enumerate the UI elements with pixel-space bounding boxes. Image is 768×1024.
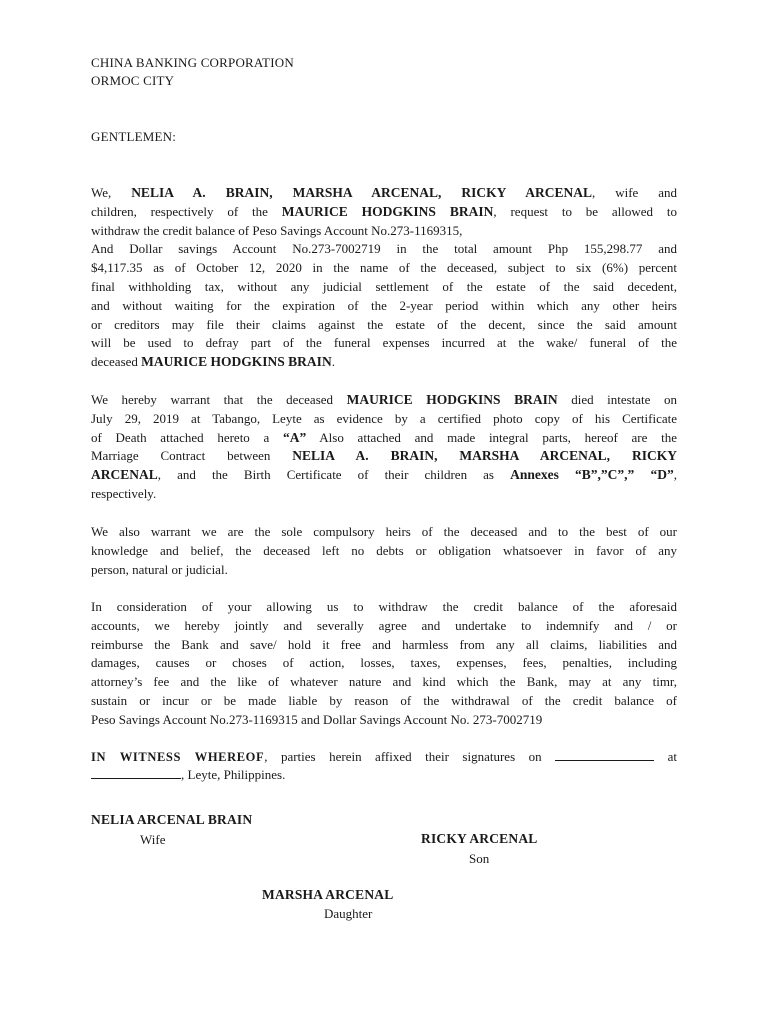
signatory-role-daughter: Daughter (324, 906, 373, 921)
paragraph-warrant-death (91, 391, 677, 504)
date-blank (555, 748, 654, 761)
para1-line: children, respectively of the MAURICE HODGKINS BRAIN, request to be allowed to (91, 203, 677, 219)
para3-line: person, natural or judicial. (91, 561, 228, 577)
para2-line: respectively. (91, 485, 157, 501)
signatory-name-wife: NELIA ARCENAL BRAIN (91, 812, 253, 827)
para1-line: withdraw the credit balance of Peso Savings Account No.273-1169315, (91, 222, 463, 238)
salutation: GENTLEMEN: (91, 129, 177, 144)
para1-line: final withholding tax, without any judicial settlement of the estate of the said decedent, (91, 278, 677, 294)
addressee-city: ORMOC CITY (91, 73, 175, 88)
para3-line: knowledge and belief, the deceased left no debts or obligation whatsoever in favor of any (91, 542, 677, 558)
para4-line: reimburse the Bank and save/ hold it free and harmless from any all claims, liabilities and (91, 636, 677, 652)
para2-line: of Death attached hereto a “A” Also attached and made integral parts, hereof are the (91, 429, 677, 445)
signatory-role-son: Son (469, 851, 490, 866)
para1-line: and without waiting for the expiration of the 2-year period within which any other heirs (91, 297, 677, 313)
para4-line: damages, causes or choses of action, losses, taxes, expenses, fees, penalties, including (91, 655, 677, 671)
para1-line: $4,117.35 as of October 12, 2020 in the name of the deceased, subject to six (6%) percent (91, 260, 677, 276)
witness-line: IN WITNESS WHEREOF, parties herein affixed their signatures on at (91, 749, 677, 764)
witness-line: , Leyte, Philippines. (91, 766, 677, 783)
para3-line: We also warrant we are the sole compulsory heirs of the deceased and to the best of our (91, 524, 677, 539)
para1-line: We, NELIA A. BRAIN, MARSHA ARCENAL, RICKY ARCENAL, wife and (91, 185, 677, 200)
deceased-name: MAURICE HODGKINS BRAIN (281, 203, 494, 219)
annex-a: “A” (283, 429, 307, 445)
para4-line: In consideration of your allowing us to withdraw the credit balance of the aforesaid (91, 599, 677, 614)
para2-line: July 29, 2019 at Tabango, Leyte as evidence by a certified photo copy of his Certificate (91, 410, 677, 426)
para1-line: or creditors may file their claims against the estate of the decent, since the said amount (91, 316, 677, 332)
para2-line: Marriage Contract between NELIA A. BRAIN, MARSHA ARCENAL, RICKY (91, 448, 677, 464)
paragraph-request (91, 184, 677, 372)
place-blank (91, 766, 181, 779)
para1-line: will be used to defray part of the funeral expenses incurred at the wake/ funeral of the (91, 335, 677, 351)
signatory-role-wife: Wife (140, 832, 166, 847)
para4-line: Peso Savings Account No.273-1169315 and Dollar Savings Account No. 273-7002719 (91, 711, 543, 727)
heirs-names: NELIA A. BRAIN, MARSHA ARCENAL, RICKY (292, 448, 677, 464)
addressee-bank: CHINA BANKING CORPORATION (91, 55, 294, 70)
para2-line: We hereby warrant that the deceased MAURICE HODGKINS BRAIN died intestate on (91, 392, 677, 407)
deceased-name: MAURICE HODGKINS BRAIN (141, 354, 332, 370)
para2-line: ARCENAL, and the Birth Certificate of their children as Annexes “B”,”C”,” “D”, (91, 467, 677, 483)
signatory-name-son: RICKY ARCENAL (421, 831, 538, 846)
heirs-names: NELIA A. BRAIN, MARSHA ARCENAL, RICKY ARCENAL (131, 185, 592, 200)
paragraph-indemnity (91, 598, 677, 730)
para4-line: sustain or incur or be made liable by reason of the withdrawal of the credit balance of (91, 692, 677, 708)
deceased-name: MAURICE HODGKINS BRAIN (346, 392, 558, 407)
signatory-name-daughter: MARSHA ARCENAL (262, 887, 394, 902)
para1-line: deceased MAURICE HODGKINS BRAIN. (91, 354, 335, 370)
para1-line: And Dollar savings Account No.273-7002719 in the total amount Php 155,298.77 and (91, 241, 677, 257)
paragraph-sole-heirs (91, 523, 677, 579)
para4-line: attorney’s fee and the like of whatever nature and kind which the Bank, may at any timr, (91, 674, 677, 690)
witness-clause (91, 748, 677, 783)
annexes-label: Annexes “B”,”C”,” “D” (510, 467, 674, 483)
para4-line: accounts, we hereby jointly and severally agree and undertake to indemnify and / or (91, 617, 677, 633)
